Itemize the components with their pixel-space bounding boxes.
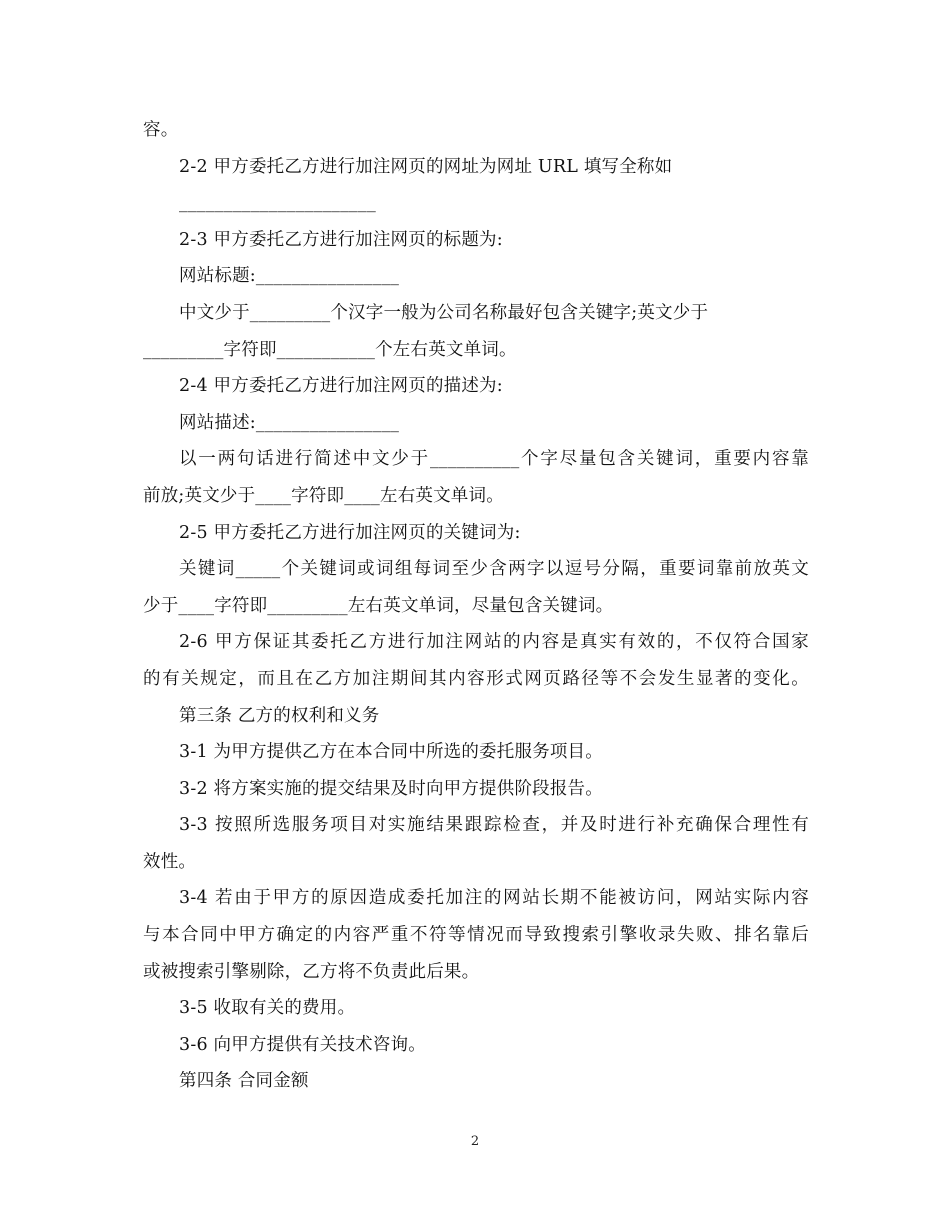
document-line: 以一两句话进行简述中文少于__________个字尽量包含关键词，重要内容靠: [179, 449, 809, 470]
document-line: 2-5 甲方委托乙方进行加注网页的关键词为:: [179, 522, 521, 543]
document-line: 3-2 将方案实施的提交结果及时向甲方提供阶段报告。: [179, 778, 603, 799]
document-line: 3-1 为甲方提供乙方在本合同中所选的委托服务项目。: [179, 742, 603, 763]
document-line: 中文少于_________个汉字一般为公司名称最好包含关键字;英文少于: [179, 302, 709, 323]
document-line: 网站描述:________________: [179, 412, 400, 433]
document-line: 2-6 甲方保证其委托乙方进行加注网站的内容是真实有效的，不仅符合国家: [179, 632, 809, 653]
document-line: 效性。: [143, 851, 197, 872]
document-line: 2-2 甲方委托乙方进行加注网页的网址为网址 URL 填写全称如: [179, 156, 673, 177]
document-line: _________字符即___________个左右英文单词。: [143, 339, 517, 360]
document-line: 与本合同中甲方确定的内容严重不符等情况而导致搜索引擎收录失败、排名靠后: [143, 925, 809, 946]
document-line: 的有关规定，而且在乙方加注期间其内容形式网页路径等不会发生显著的变化。: [143, 668, 809, 689]
document-line: 3-6 向甲方提供有关技术咨询。: [179, 1034, 426, 1055]
document-line: 前放;英文少于____字符即____左右英文单词。: [143, 485, 504, 506]
document-line: 关键词_____个关键词或词组每词至少含两字以逗号分隔，重要词靠前放英文: [179, 559, 809, 580]
document-line: 或被搜索引擎剔除，乙方将不负责此后果。: [143, 961, 480, 982]
document-line: 网站标题:________________: [179, 266, 400, 287]
document-line: 容。: [143, 120, 179, 140]
document-line: 第三条 乙方的权利和义务: [179, 705, 380, 726]
document-line: 3-5 收取有关的费用。: [179, 998, 356, 1019]
document-line: 3-3 按照所选服务项目对实施结果跟踪检查，并及时进行补充确保合理性有: [179, 815, 809, 836]
document-line: 少于____字符即_________左右英文单词，尽量包含关键词。: [143, 595, 614, 616]
document-body: [143, 112, 809, 1100]
document-line: 2-4 甲方委托乙方进行加注网页的描述为:: [179, 376, 503, 397]
page-number: 2: [470, 1134, 480, 1149]
document-line: 2-3 甲方委托乙方进行加注网页的标题为:: [179, 229, 503, 250]
document-line: 第四条 合同金额: [179, 1071, 309, 1092]
document-line: 3-4 若由于甲方的原因造成委托加注的网站长期不能被访问，网站实际内容: [179, 888, 809, 909]
document-line: ______________________: [179, 193, 376, 214]
